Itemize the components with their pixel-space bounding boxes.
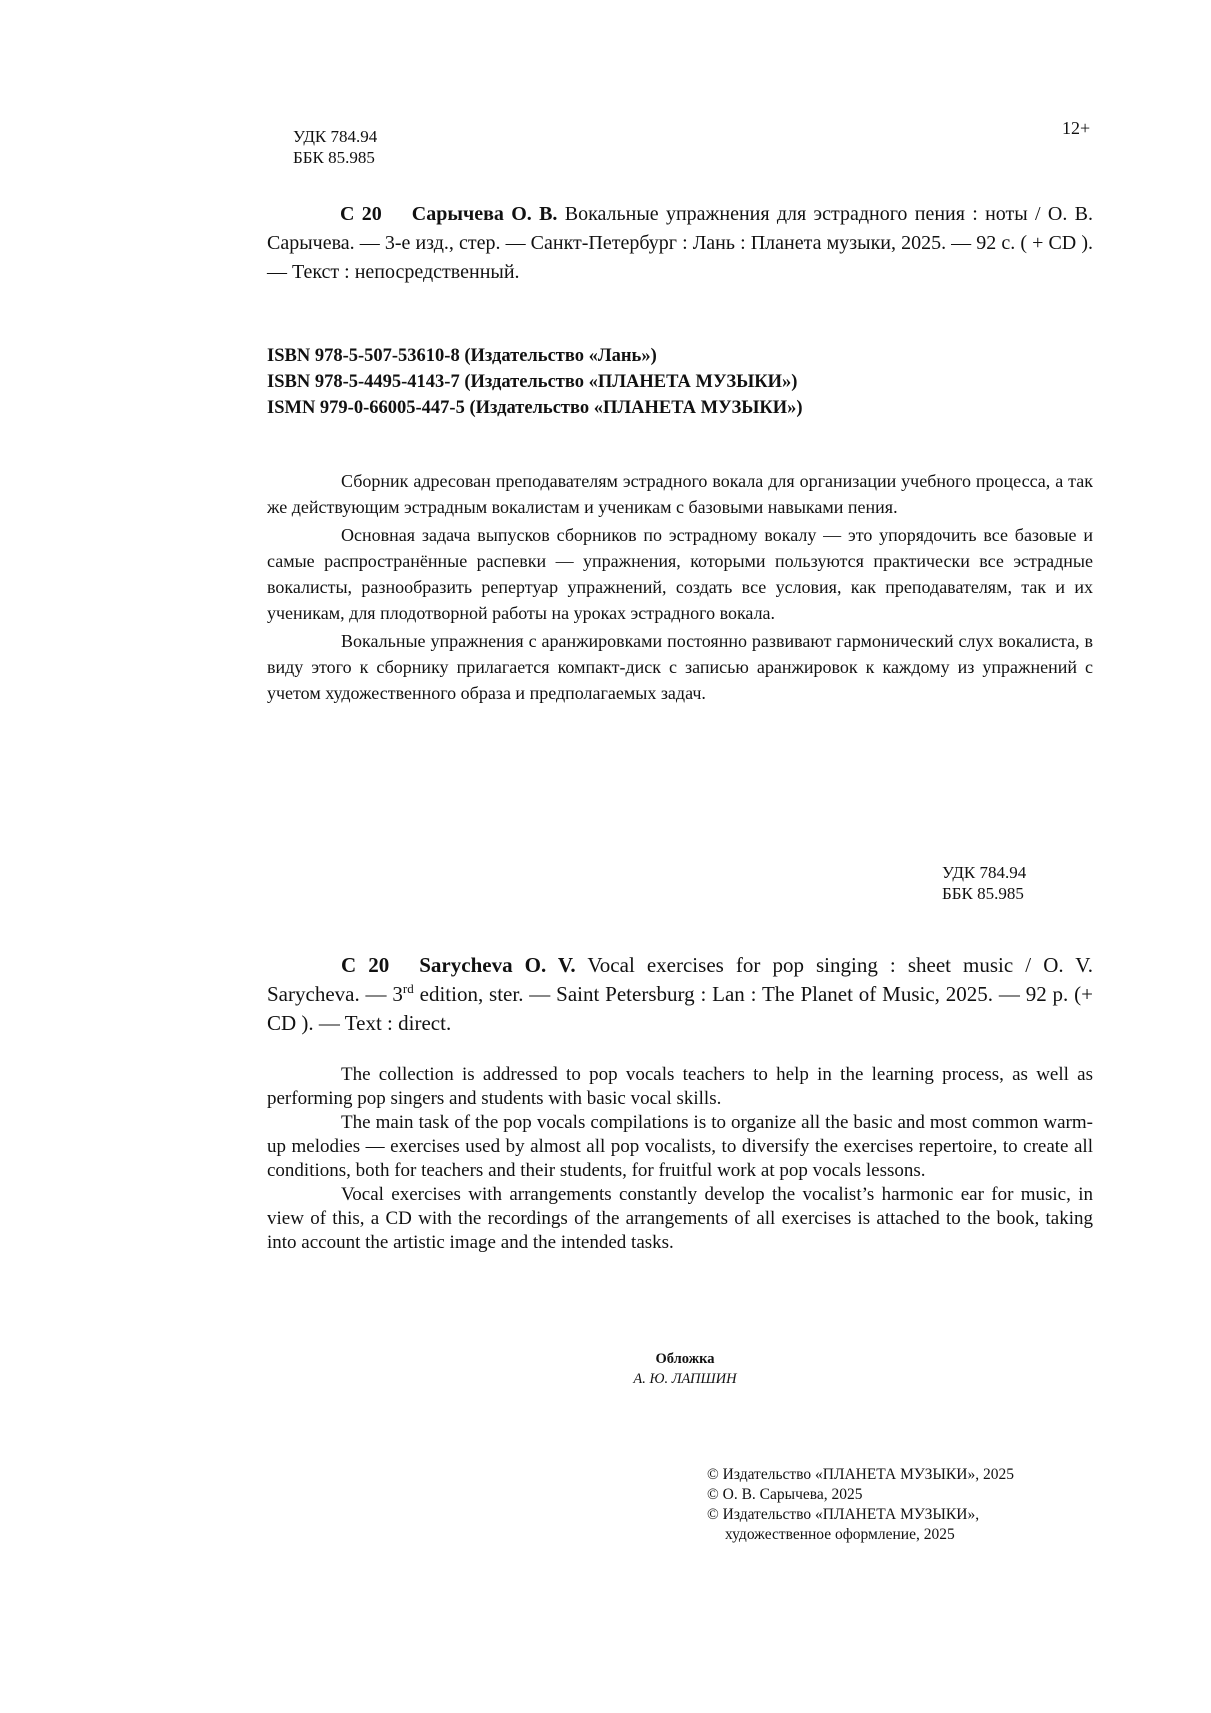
- en-citation-text-tail: edition, ster. — Saint Petersburg : Lan : The Planet of Music, 2025. — 92 p. (+ CD ). — Text : direct.: [267, 982, 1093, 1035]
- en-bibliographic-citation: [267, 951, 1093, 1038]
- cover-artist: А. Ю. ЛАПШИН: [633, 1371, 737, 1387]
- en-edition-superscript: rd: [402, 981, 414, 996]
- en-citation-text: Vocal exercises for pop singing : sheet music / O. V. Sarycheva. — 3: [267, 953, 1094, 1006]
- copyright-line: © Издательство «ПЛАНЕТА МУЗЫКИ», 2025: [707, 1466, 1014, 1483]
- bbk-code: ББК 85.985: [293, 148, 375, 167]
- copyright-block: [707, 1465, 1014, 1545]
- ru-annotation: [267, 468, 1093, 708]
- bbk-code: ББК 85.985: [942, 884, 1024, 903]
- en-annotation-paragraph: The collection is addressed to pop vocals teachers to help in the learning process, as well as performing pop singers and students with basic vocal skills.: [267, 1064, 1093, 1109]
- ru-annotation-paragraph: Вокальные упражнения с аранжировками постоянно развивают гармонический слух вокалиста, в виду этого к сборнику прилагается компакт-диск с записью аранжировок к каждому из упражнений с учетом художественного образа и предполагаемых задач.: [267, 631, 1093, 703]
- ru-classification-code: С 20: [340, 203, 382, 225]
- ru-author: Сарычева О. В.: [411, 203, 558, 225]
- en-annotation-paragraph: The main task of the pop vocals compilations is to organize all the basic and most common warm-up melodies — exercises used by almost all pop vocalists, to diversify the exercises repertoire, to create all conditions, both for teachers and their students, for fruitful work at pop vocals lessons.: [267, 1112, 1093, 1181]
- copyright-line: © Издательство «ПЛАНЕТА МУЗЫКИ»,: [707, 1506, 980, 1523]
- en-classification-code: C 20: [341, 953, 390, 977]
- udk-code: УДК 784.94: [942, 863, 1027, 882]
- age-rating: 12+: [1062, 118, 1091, 138]
- en-annotation-paragraph: Vocal exercises with arrangements constantly develop the vocalist’s harmonic ear for music, in view of this, a CD with the recordings of the arrangements of all exercises is attached to the book, taking into account the artistic image and the intended tasks.: [267, 1184, 1093, 1253]
- isbn-line: ISBN 978-5-507-53610-8 (Издательство «Лань»): [267, 346, 657, 366]
- cover-label: Обложка: [655, 1351, 715, 1367]
- udk-code: УДК 784.94: [293, 127, 378, 146]
- ru-annotation-paragraph: Основная задача выпусков сборников по эстрадному вокалу — это упорядочить все базовые и самые распространённые распевки — упражнения, которыми пользуются практически все эстрадные вокалисты, разнообразить репертуар упражнений, создать все условия, как преподавателям, так и их ученикам, для плодотворной работы на уроках эстрадного вокала.: [267, 525, 1093, 623]
- copyright-line: © О. В. Сарычева, 2025: [707, 1486, 863, 1503]
- en-annotation: [267, 1063, 1093, 1255]
- cover-credit: [560, 1349, 810, 1389]
- ismn-line: ISMN 979-0-66005-447-5 (Издательство «ПЛАНЕТА МУЗЫКИ»): [267, 398, 803, 418]
- ru-annotation-paragraph: Сборник адресован преподавателям эстрадного вокала для организации учебного процесса, а так же действующим эстрадным вокалистам и ученикам с базовыми навыками пения.: [267, 471, 1093, 517]
- udk-bbk-top: [293, 126, 377, 168]
- isbn-line: ISBN 978-5-4495-4143-7 (Издательство «ПЛАНЕТА МУЗЫКИ»): [267, 372, 798, 392]
- ru-citation-text: Вокальные упражнения для эстрадного пения : ноты / О. В. Сарычева. — 3-е изд., стер. — Санкт-Петербург : Лань : Планета музыки, 2025. — 92 с. ( + CD ). — Текст : непосредственный.: [267, 203, 1093, 283]
- ru-bibliographic-citation: [267, 200, 1093, 287]
- udk-bbk-bottom: [942, 862, 1026, 904]
- isbn-block: [267, 343, 803, 421]
- en-author: Sarycheva O. V.: [419, 953, 576, 977]
- copyright-line: художественное оформление, 2025: [725, 1526, 955, 1543]
